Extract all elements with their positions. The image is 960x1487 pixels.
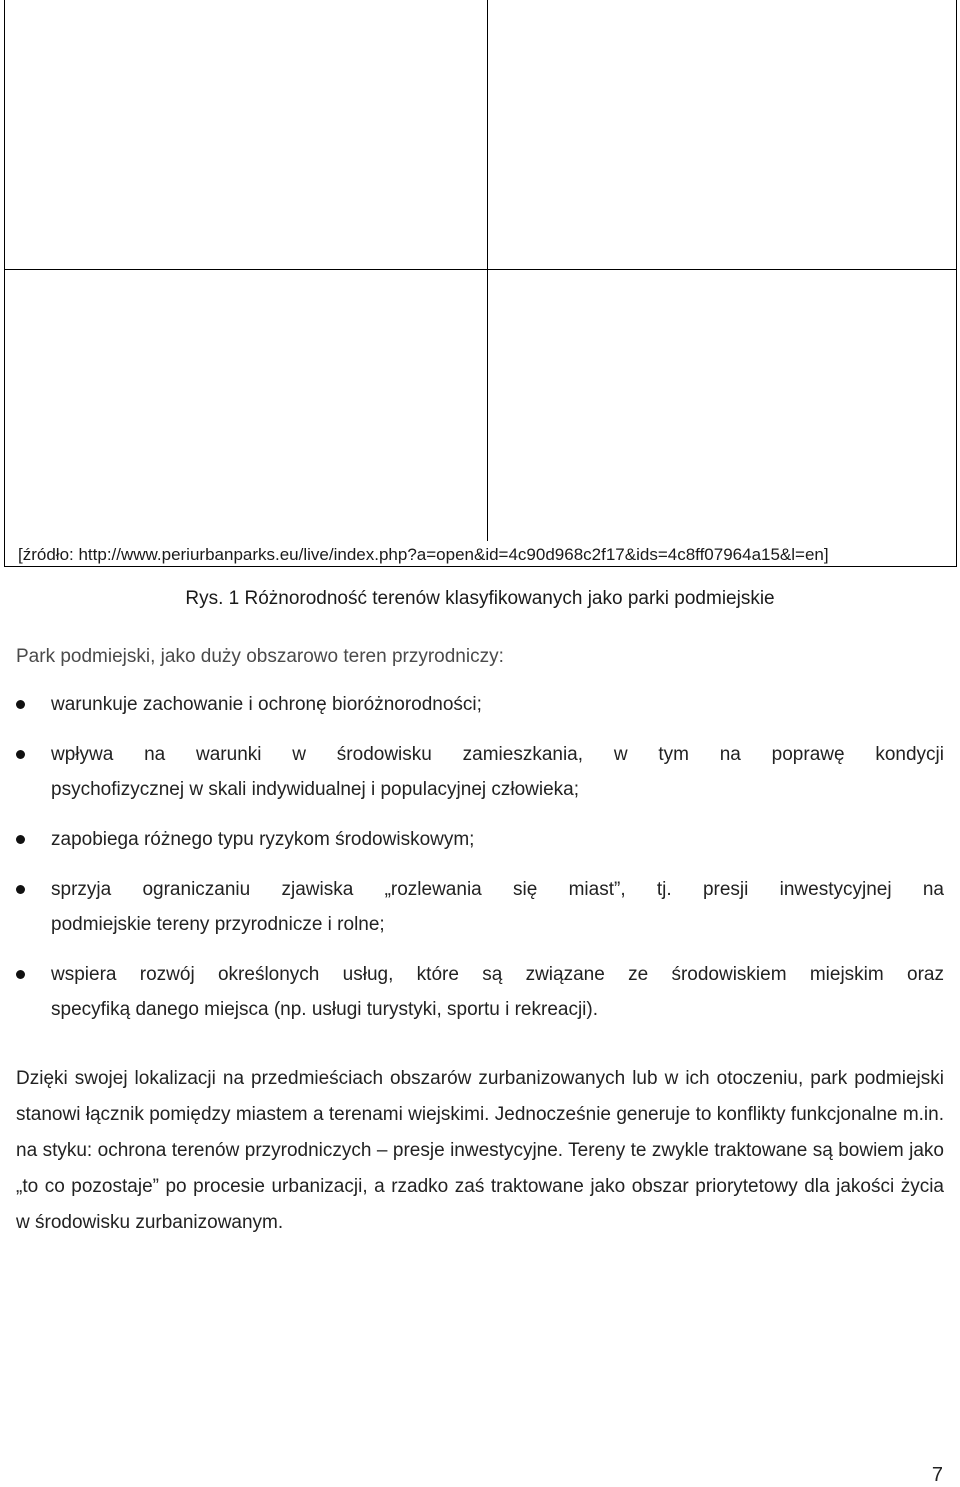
body-paragraph: Dzięki swojej lokalizacji na przedmieściach obszarów zurbanizowanych lub w ich otoczeniu, park podmiejski stanowi łącznik pomiędzy miastem a terenami wiejskimi. Jednocześnie generuje to konflikty funkcjonalne m.in. na styku: ochrona terenów przyrodniczych – presje inwestycyjne. Tereny te zwykle traktowane są bowiem jako „to co pozostaje” po procesie urbanizacji, a rzadko zaś traktowane jako obszar priorytetowy dla jakości życia w środowisku zurbanizowanym. xyxy=(16,1068,944,1233)
figure-divider-horizontal xyxy=(5,269,956,270)
figure-divider-vertical-bottom xyxy=(487,269,488,541)
list-item-text: zapobiega różnego typu ryzykom środowiskowym; xyxy=(51,829,475,850)
list-item xyxy=(16,872,944,942)
bullet-icon xyxy=(16,885,25,894)
list-item-text: wpływa na warunki w środowisku zamieszkania, w tym na poprawę kondycji xyxy=(51,744,944,765)
list-item xyxy=(16,822,944,857)
figure-caption: Rys. 1 Różnorodność terenów klasyfikowanych jako parki podmiejskie xyxy=(185,588,775,609)
bullet-icon xyxy=(16,700,25,709)
list-item-text-continued: specyfiką danego miejsca (np. usługi turystyki, sportu i rekreacji). xyxy=(51,999,599,1020)
figure-divider-vertical-top xyxy=(487,0,488,269)
list-item xyxy=(16,687,944,722)
list-item xyxy=(16,957,944,1027)
bullet-icon xyxy=(16,835,25,844)
list-item-text-continued: podmiejskie tereny przyrodnicze i rolne; xyxy=(51,914,385,935)
figure-frame xyxy=(4,0,957,567)
list-item-text: warunkuje zachowanie i ochronę bioróżnorodności; xyxy=(51,694,482,715)
figure-source: [źródło: http://www.periurbanparks.eu/live/index.php?a=open&id=4c90d968c2f17&ids=4c8ff07964a15&l=en] xyxy=(18,545,829,564)
bullet-icon xyxy=(16,750,25,759)
intro-text: Park podmiejski, jako duży obszarowo teren przyrodniczy: xyxy=(16,646,504,667)
list-item-text: sprzyja ograniczaniu zjawiska „rozlewania się miast”, tj. presji inwestycyjnej na xyxy=(51,879,944,900)
list-item-text-continued: psychofizycznej w skali indywidualnej i populacyjnej człowieka; xyxy=(51,779,580,800)
page-number: 7 xyxy=(931,1464,943,1486)
bullet-icon xyxy=(16,970,25,979)
list-item-text: wspiera rozwój określonych usług, które są związane ze środowiskiem miejskim oraz xyxy=(51,964,944,985)
list-item xyxy=(16,737,944,807)
